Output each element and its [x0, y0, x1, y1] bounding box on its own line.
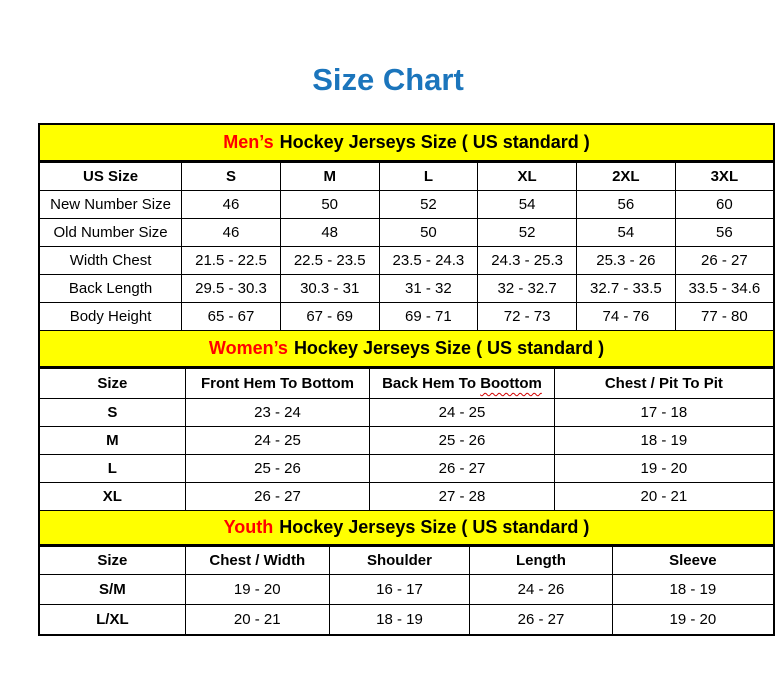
size-cell: 19 - 20: [185, 575, 329, 605]
misspelled-word: Boottom: [480, 375, 542, 392]
youth-section-band: [38, 511, 775, 546]
size-cell: 18 - 19: [329, 605, 469, 635]
womens-section-band: [38, 331, 775, 368]
mens-section-band: [38, 123, 775, 162]
size-cell: 52: [379, 191, 478, 219]
size-cell: 23 - 24: [185, 399, 369, 427]
size-cell: 24 - 26: [470, 575, 613, 605]
womens-band-highlight: Women’s: [208, 338, 288, 358]
size-cell: 19 - 20: [554, 455, 774, 483]
row-label: Body Height: [39, 303, 182, 331]
row-label: L: [39, 455, 185, 483]
column-header: Chest / Width: [185, 547, 329, 575]
youth-band-title: Hockey Jerseys Size ( US standard ): [279, 517, 590, 537]
size-chart: [38, 123, 775, 636]
size-cell: 21.5 - 22.5: [182, 247, 281, 275]
size-cell: 26 - 27: [185, 483, 369, 511]
column-header: Front Hem To Bottom: [185, 369, 369, 399]
size-cell: 54: [576, 219, 675, 247]
size-cell: 72 - 73: [478, 303, 577, 331]
size-cell: 18 - 19: [612, 575, 774, 605]
youth-size-table: [38, 546, 775, 636]
size-cell: 48: [280, 219, 379, 247]
page-title: Size Chart: [312, 62, 464, 97]
column-header: S: [182, 163, 281, 191]
size-cell: 27 - 28: [370, 483, 554, 511]
mens-size-table: [38, 162, 775, 331]
size-cell: 20 - 21: [185, 605, 329, 635]
youth-band-highlight: Youth: [223, 517, 274, 537]
column-header: Size: [39, 547, 185, 575]
size-cell: 17 - 18: [554, 399, 774, 427]
size-cell: 32.7 - 33.5: [576, 275, 675, 303]
table-row: [39, 399, 774, 427]
row-label: S: [39, 399, 185, 427]
size-cell: 32 - 32.7: [478, 275, 577, 303]
row-label: S/M: [39, 575, 185, 605]
size-cell: 65 - 67: [182, 303, 281, 331]
row-label: Width Chest: [39, 247, 182, 275]
size-cell: 46: [182, 191, 281, 219]
size-cell: 46: [182, 219, 281, 247]
size-cell: 50: [280, 191, 379, 219]
size-cell: 25 - 26: [185, 455, 369, 483]
column-header: M: [280, 163, 379, 191]
size-cell: 56: [576, 191, 675, 219]
size-cell: 20 - 21: [554, 483, 774, 511]
size-cell: 74 - 76: [576, 303, 675, 331]
size-cell: 22.5 - 23.5: [280, 247, 379, 275]
table-row: [39, 483, 774, 511]
size-cell: 26 - 27: [675, 247, 774, 275]
size-cell: 29.5 - 30.3: [182, 275, 281, 303]
mens-band-highlight: Men’s: [223, 132, 274, 152]
size-cell: 67 - 69: [280, 303, 379, 331]
column-header: Chest / Pit To Pit: [554, 369, 774, 399]
table-row: [39, 455, 774, 483]
size-cell: 33.5 - 34.6: [675, 275, 774, 303]
size-cell: 23.5 - 24.3: [379, 247, 478, 275]
table-row: [39, 605, 774, 635]
size-cell: 52: [478, 219, 577, 247]
column-header: Size: [39, 369, 185, 399]
header-row: [39, 369, 774, 399]
size-cell: 18 - 19: [554, 427, 774, 455]
size-cell: 26 - 27: [370, 455, 554, 483]
size-cell: 31 - 32: [379, 275, 478, 303]
size-cell: 54: [478, 191, 577, 219]
womens-size-table: [38, 368, 775, 511]
size-cell: 24 - 25: [370, 399, 554, 427]
size-cell: 24 - 25: [185, 427, 369, 455]
row-label: Back Length: [39, 275, 182, 303]
size-cell: 69 - 71: [379, 303, 478, 331]
table-row: [39, 275, 774, 303]
size-cell: 25 - 26: [370, 427, 554, 455]
column-header: [370, 369, 554, 399]
table-row: [39, 219, 774, 247]
column-header: Shoulder: [329, 547, 469, 575]
header-text: Back Hem To: [382, 375, 481, 392]
column-header: US Size: [39, 163, 182, 191]
header-row: [39, 547, 774, 575]
size-cell: 19 - 20: [612, 605, 774, 635]
size-cell: 60: [675, 191, 774, 219]
size-cell: 26 - 27: [470, 605, 613, 635]
column-header: Sleeve: [612, 547, 774, 575]
header-row: [39, 163, 774, 191]
column-header: L: [379, 163, 478, 191]
table-row: [39, 191, 774, 219]
row-label: New Number Size: [39, 191, 182, 219]
column-header: 3XL: [675, 163, 774, 191]
row-label: L/XL: [39, 605, 185, 635]
size-cell: 25.3 - 26: [576, 247, 675, 275]
size-cell: 24.3 - 25.3: [478, 247, 577, 275]
row-label: XL: [39, 483, 185, 511]
column-header: XL: [478, 163, 577, 191]
size-cell: 77 - 80: [675, 303, 774, 331]
table-row: [39, 427, 774, 455]
mens-band-title: Hockey Jerseys Size ( US standard ): [279, 132, 590, 152]
column-header: Length: [470, 547, 613, 575]
size-cell: 16 - 17: [329, 575, 469, 605]
womens-band-title: Hockey Jerseys Size ( US standard ): [293, 338, 605, 358]
row-label: Old Number Size: [39, 219, 182, 247]
size-cell: 30.3 - 31: [280, 275, 379, 303]
column-header: 2XL: [576, 163, 675, 191]
size-cell: 50: [379, 219, 478, 247]
table-row: [39, 575, 774, 605]
table-row: [39, 303, 774, 331]
table-row: [39, 247, 774, 275]
size-cell: 56: [675, 219, 774, 247]
row-label: M: [39, 427, 185, 455]
